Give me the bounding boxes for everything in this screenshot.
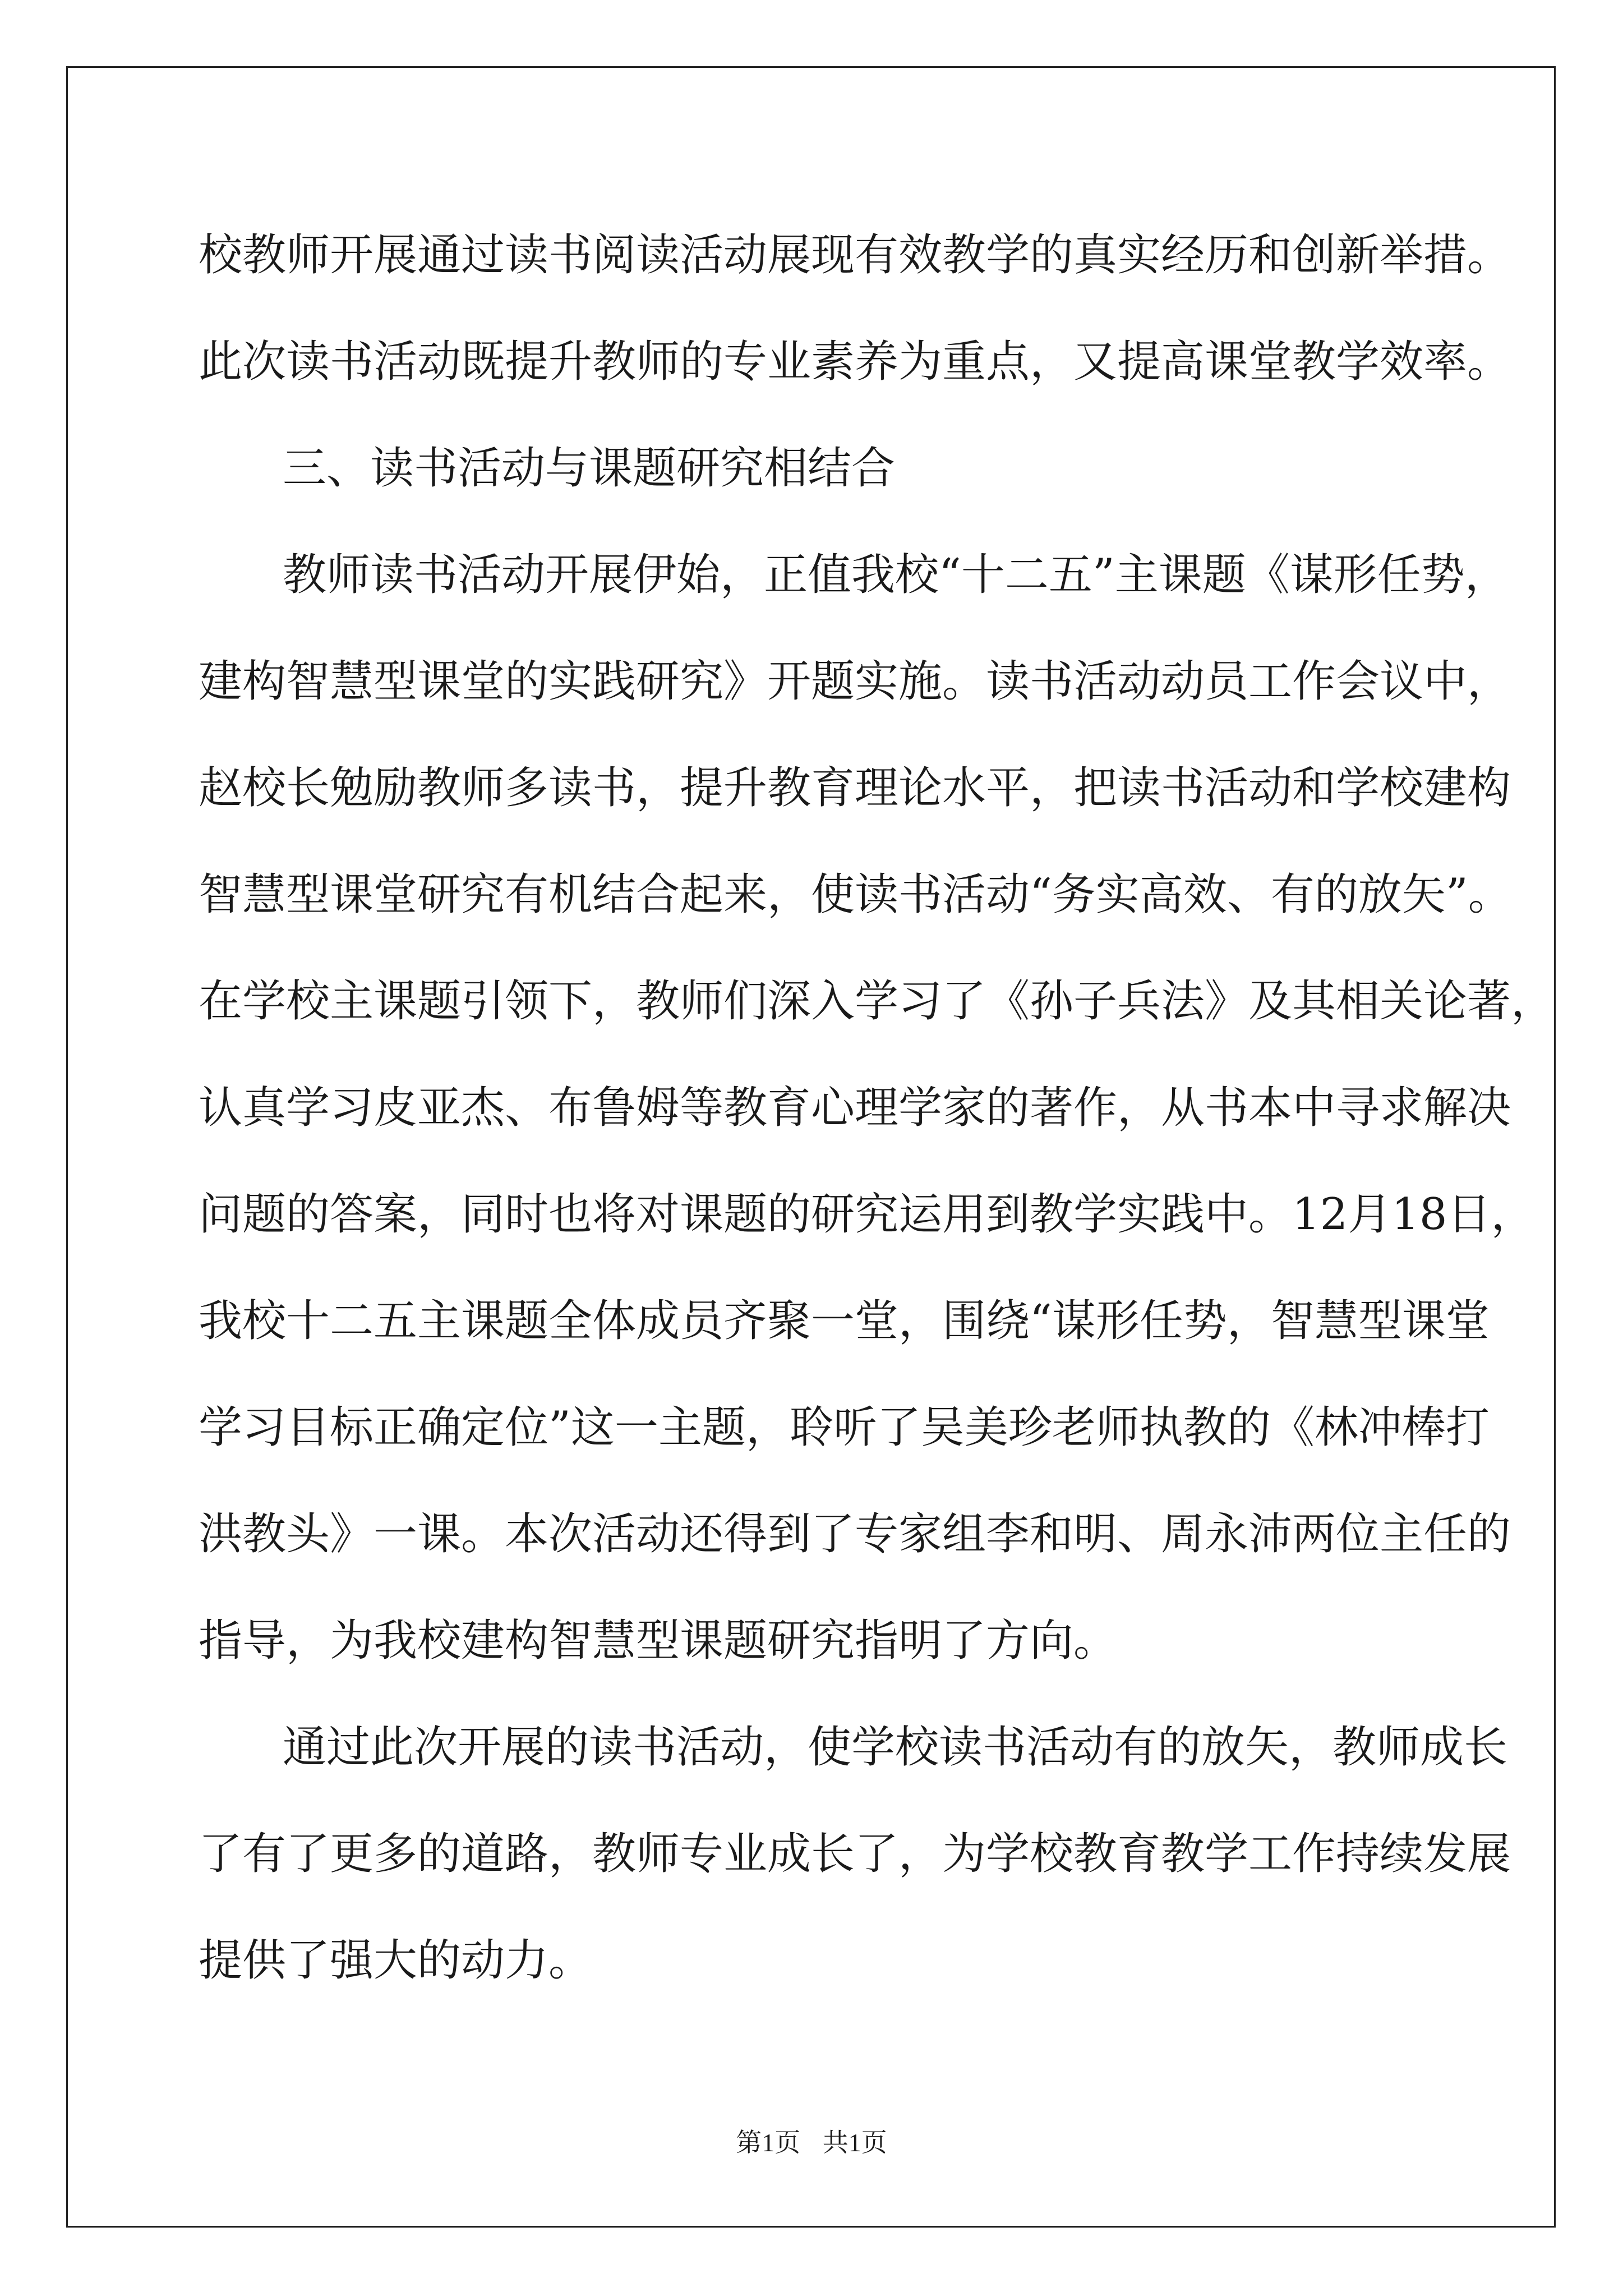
text-line: 我校十二五主课题全体成员齐聚一堂，围绕“谋形任势，智慧型课堂 — [199, 1296, 1490, 1346]
text-line: 提供了强大的动力。 — [199, 1935, 593, 1986]
page-number: 第1页 — [736, 2128, 801, 2157]
text-line: 教师读书活动开展伊始，正值我校“十二五”主课题《谋形任势， — [283, 550, 1509, 600]
text-line: 了有了更多的道路，教师专业成长了，为学校教育教学工作持续发展 — [199, 1829, 1511, 1879]
text-line: 智慧型课堂研究有机结合起来，使读书活动“务实高效、有的放矢”。 — [199, 869, 1512, 920]
section-heading: 三、读书活动与课题研究相结合 — [283, 443, 896, 494]
page-total: 共1页 — [822, 2128, 887, 2157]
text-line: 此次读书活动既提升教师的专业素养为重点，又提高课堂教学效率。 — [199, 337, 1511, 387]
text-line: 学习目标正确定位”这一主题，聆听了吴美珍老师执教的《林冲棒打 — [199, 1402, 1490, 1453]
text-line: 校教师开展通过读书阅读活动展现有效教学的真实经历和创新举措。 — [199, 230, 1511, 280]
text-line: 问题的答案，同时也将对课题的研究运用到教学实践中。12月18日， — [199, 1189, 1535, 1240]
text-line: 洪教头》一课。本次活动还得到了专家组李和明、周永沛两位主任的 — [199, 1509, 1511, 1559]
text-line: 在学校主课题引领下，教师们深入学习了《孙子兵法》及其相关论著， — [199, 976, 1555, 1027]
document-body — [199, 202, 1555, 2014]
text-line: 赵校长勉励教师多读书，提升教育理论水平，把读书活动和学校建构 — [199, 763, 1511, 813]
text-line: 指导，为我校建构智慧型课题研究指明了方向。 — [199, 1616, 1118, 1666]
text-line: 通过此次开展的读书活动，使学校读书活动有的放矢，教师成长 — [283, 1722, 1508, 1773]
text-line: 认真学习皮亚杰、布鲁姆等教育心理学家的著作，从书本中寻求解决 — [199, 1083, 1511, 1133]
text-line: 建构智慧型课堂的实践研究》开题实施。读书活动动员工作会议中， — [199, 656, 1511, 707]
page-footer — [0, 2126, 1623, 2160]
